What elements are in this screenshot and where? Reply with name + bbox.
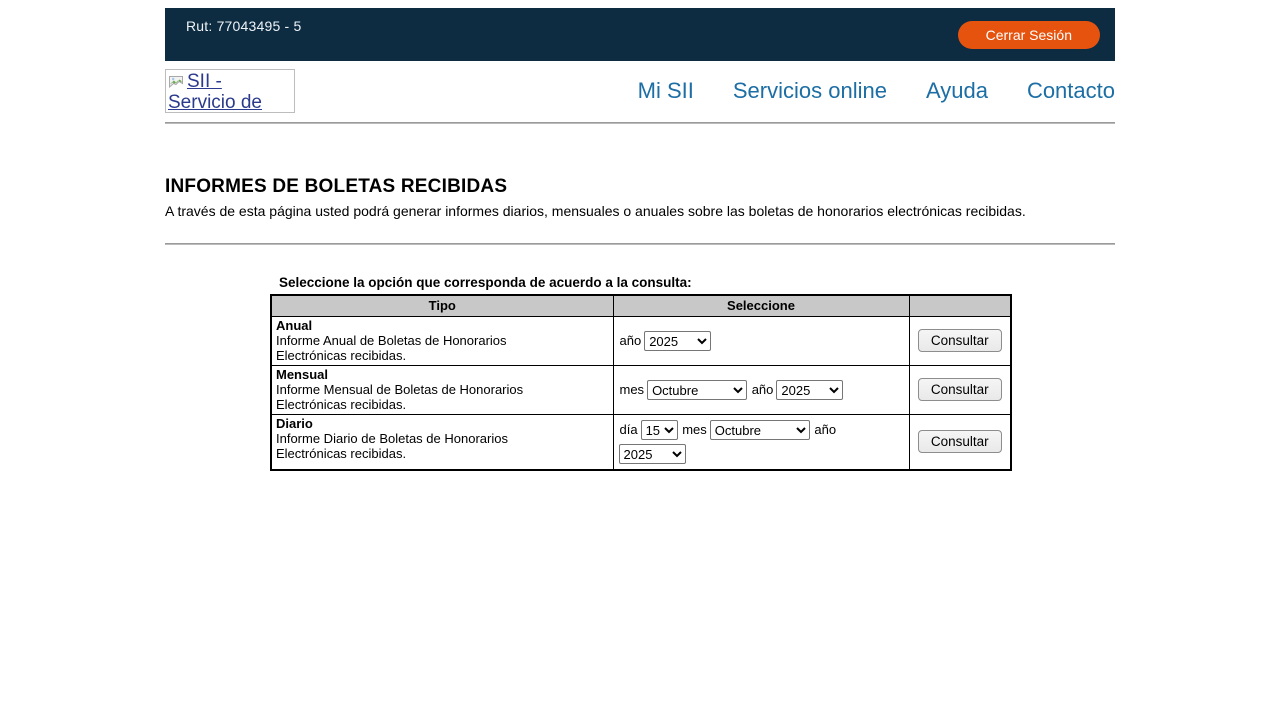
anual-year-select[interactable]	[644, 331, 711, 351]
main-nav	[638, 78, 1115, 104]
diario-month-select[interactable]	[710, 420, 810, 440]
broken-image-icon	[168, 74, 184, 90]
seleccione-cell-diario	[613, 414, 909, 470]
tipo-label-diario: Diario	[276, 415, 313, 431]
logo-alt-text: SII - Servicio de	[168, 71, 262, 113]
tipo-cell-anual	[271, 316, 613, 365]
mensual-year-select[interactable]	[776, 380, 843, 400]
seleccione-cell-anual	[613, 316, 909, 365]
action-cell-diario	[909, 414, 1011, 470]
table-row-mensual	[271, 365, 1011, 414]
page-subtitle: A través de esta página usted podrá generar informes diarios, mensuales o anuales sobre las boletas de honorarios electrónicas recibidas.	[165, 203, 1026, 219]
page-title: INFORMES DE BOLETAS RECIBIDAS	[165, 176, 508, 197]
header-seleccione: Seleccione	[613, 295, 909, 316]
sii-logo-broken-image[interactable]	[165, 69, 295, 113]
diario-month-label: mes	[682, 421, 707, 437]
mensual-month-label: mes	[619, 381, 645, 397]
tipo-description-mensual: Informe Mensual de Boletas de Honorarios Electrónicas recibidas.	[276, 381, 524, 412]
action-cell-mensual	[909, 365, 1011, 414]
action-cell-anual	[909, 316, 1011, 365]
consulta-section	[270, 275, 1010, 471]
nav-servicios-online[interactable]: Servicios online	[732, 78, 887, 103]
diario-day-label: día	[619, 421, 638, 437]
table-row-anual	[271, 316, 1011, 365]
header-divider	[165, 122, 1115, 124]
topbar	[165, 8, 1115, 61]
mensual-consultar-button[interactable]: Consultar	[918, 378, 1002, 401]
site-header	[165, 61, 1115, 122]
informes-table	[270, 294, 1012, 471]
diario-consultar-button[interactable]: Consultar	[918, 430, 1002, 453]
logout-button[interactable]: Cerrar Sesión	[958, 21, 1100, 49]
rut-label: Rut: 77043495 - 5	[186, 18, 302, 34]
table-header-row	[271, 295, 1011, 316]
mensual-month-select[interactable]	[647, 380, 747, 400]
diario-year-select[interactable]	[619, 444, 686, 464]
tipo-label-anual: Anual	[276, 317, 313, 333]
tipo-description-diario: Informe Diario de Boletas de Honorarios Electrónicas recibidas.	[276, 430, 508, 461]
diario-year-label: año	[814, 421, 837, 437]
tipo-cell-mensual	[271, 365, 613, 414]
table-row-diario	[271, 414, 1011, 470]
instruction-text: Seleccione la opción que corresponda de acuerdo a la consulta:	[279, 275, 692, 290]
header-accion	[909, 295, 1011, 316]
nav-mi-sii[interactable]: Mi SII	[637, 78, 694, 103]
tipo-label-mensual: Mensual	[276, 366, 329, 382]
tipo-cell-diario	[271, 414, 613, 470]
diario-day-select[interactable]	[641, 420, 678, 440]
tipo-description-anual: Informe Anual de Boletas de Honorarios Electrónicas recibidas.	[276, 332, 507, 363]
page-container	[165, 8, 1115, 471]
header-tipo: Tipo	[271, 295, 613, 316]
anual-year-label: año	[619, 332, 642, 348]
seleccione-cell-mensual	[613, 365, 909, 414]
mensual-year-label: año	[751, 381, 774, 397]
content-divider	[165, 243, 1115, 245]
anual-consultar-button[interactable]: Consultar	[918, 329, 1002, 352]
nav-contacto[interactable]: Contacto	[1026, 78, 1115, 103]
nav-ayuda[interactable]: Ayuda	[925, 78, 988, 103]
